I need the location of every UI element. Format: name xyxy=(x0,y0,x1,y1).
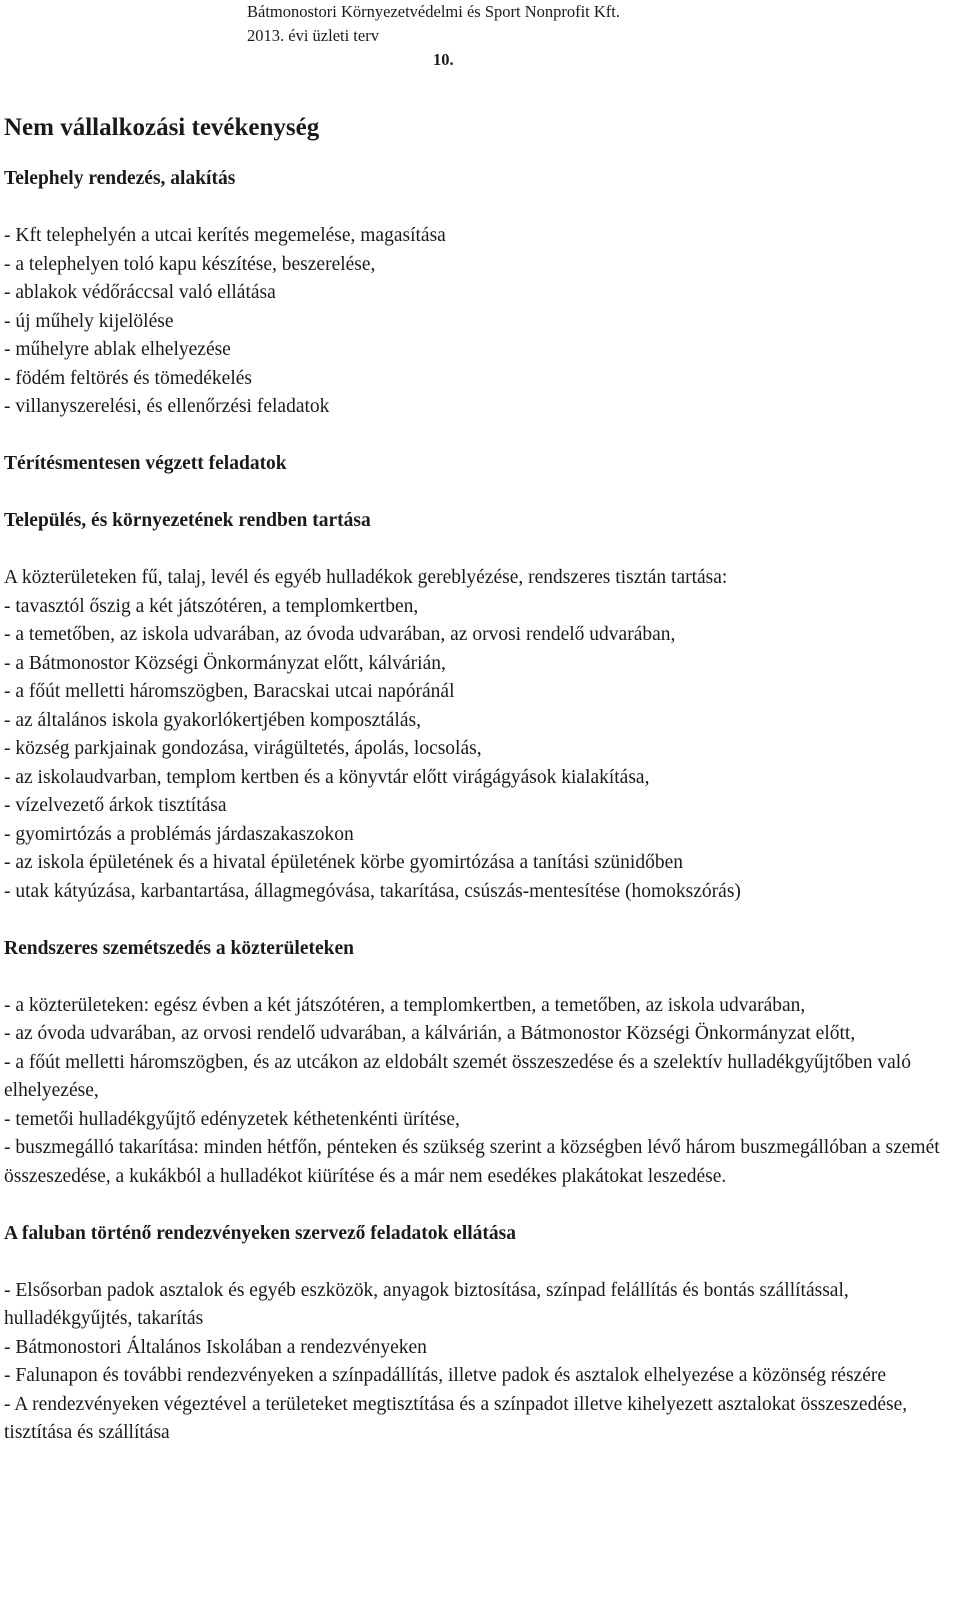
company-name: Bátmonostori Környezetvédelmi és Sport Nonprofit Kft. xyxy=(247,2,621,21)
section-heading-free-tasks: Térítésmentesen végzett feladatok xyxy=(4,453,287,474)
list-item: - műhelyre ablak elhelyezése xyxy=(4,339,231,360)
litter-task-list xyxy=(4,992,956,1192)
list-item: - a főút melletti háromszögben, és az utcákon az eldobált szemét összeszedése és a szelektív hulladékgyűjtőben való elhelyezése, xyxy=(4,1051,911,1101)
list-item: - tavasztól őszig a két játszótéren, a templomkertben, xyxy=(4,595,419,617)
list-item: - a Bátmonostor Községi Önkormányzat előtt, kálvárián, xyxy=(4,652,446,674)
list-item: A közterületeken fű, talaj, levél és egyéb hulladékok gereblyézése, rendszeres tisztán tartása: xyxy=(4,567,728,588)
list-item: - a főút melletti háromszögben, Baracskai utcai napóránál xyxy=(4,681,455,702)
list-item: - Falunapon és további rendezvényeken a színpadállítás, illetve padok és asztalok elhelyezése a közönség részére xyxy=(4,1365,887,1386)
events-task-list xyxy=(4,1277,956,1448)
page-number: 10. xyxy=(433,50,454,69)
list-item: - az óvoda udvarában, az orvosi rendelő udvarában, a kálvárián, a Bátmonostor Községi Önkormányzat előtt, xyxy=(4,1023,856,1044)
list-item: - buszmegálló takarítása: minden hétfőn, pénteken és szükség szerint a községben lévő három buszmegállóban a szemét összeszedése, a kukákból a hulladékot kiürítése és a már nem esedékes plakátokat leszedése. xyxy=(4,1137,940,1187)
list-item: - az iskola épületének és a hivatal épületének körbe gyomirtózása a tanítási szünidőben xyxy=(4,852,683,873)
list-item: - Kft telephelyén a utcai kerítés megemelése, magasítása xyxy=(4,225,446,246)
section-heading-settlement: Település, és környezetének rendben tartása xyxy=(4,510,371,531)
list-item: - az általános iskola gyakorlókertjében komposztálás, xyxy=(4,709,421,731)
list-item: - község parkjainak gondozása, virágültetés, ápolás, locsolás, xyxy=(4,738,482,759)
list-item: - temetői hulladékgyűjtő edényzetek kéthetenkénti ürítése, xyxy=(4,1108,460,1130)
list-item: - utak kátyúzása, karbantartása, állagmegóvása, takarítása, csúszás-mentesítése (homokszórás) xyxy=(4,880,741,902)
page-title: Nem vállalkozási tevékenység xyxy=(4,114,320,141)
list-item: - a közterületeken: egész évben a két játszótéren, a templomkertben, a temetőben, az iskola udvarában, xyxy=(4,994,806,1016)
section-heading-events: A faluban történő rendezvényeken szervező feladatok ellátása xyxy=(4,1222,516,1244)
list-item: - Elsősorban padok asztalok és egyéb eszközök, anyagok biztosítása, színpad felállítás és bontás szállítással, hulladékgyűjtés, takarítás xyxy=(4,1279,849,1329)
section-heading-litter: Rendszeres szemétszedés a közterületeken xyxy=(4,937,354,959)
list-item: - a telephelyen toló kapu készítése, beszerelése, xyxy=(4,253,376,275)
list-item: - a temetőben, az iskola udvarában, az óvoda udvarában, az orvosi rendelő udvarában, xyxy=(4,624,676,645)
list-item: - ablakok védőráccsal való ellátása xyxy=(4,282,276,303)
list-item: - vízelvezető árkok tisztítása xyxy=(4,795,227,816)
settlement-task-list xyxy=(4,564,956,906)
document-subtitle: 2013. évi üzleti terv xyxy=(247,26,379,45)
list-item: - új műhely kijelölése xyxy=(4,310,174,332)
section-heading-site: Telephely rendezés, alakítás xyxy=(4,168,236,189)
list-item: - A rendezvényeken végeztével a területeket megtisztítása és a színpadot illetve kihelyezett asztalokat összeszedése, tisztítása és szállítása xyxy=(4,1393,908,1443)
list-item: - villanyszerelési, és ellenőrzési feladatok xyxy=(4,396,330,417)
document-body xyxy=(4,108,956,1448)
list-item: - az iskolaudvarban, templom kertben és a könyvtár előtt virágágyások kialakítása, xyxy=(4,766,650,788)
site-task-list xyxy=(4,222,956,422)
list-item: - Bátmonostori Általános Iskolában a rendezvényeken xyxy=(4,1336,427,1358)
list-item: - gyomirtózás a problémás járdaszakaszokon xyxy=(4,823,354,845)
list-item: - födém feltörés és tömedékelés xyxy=(4,367,252,389)
